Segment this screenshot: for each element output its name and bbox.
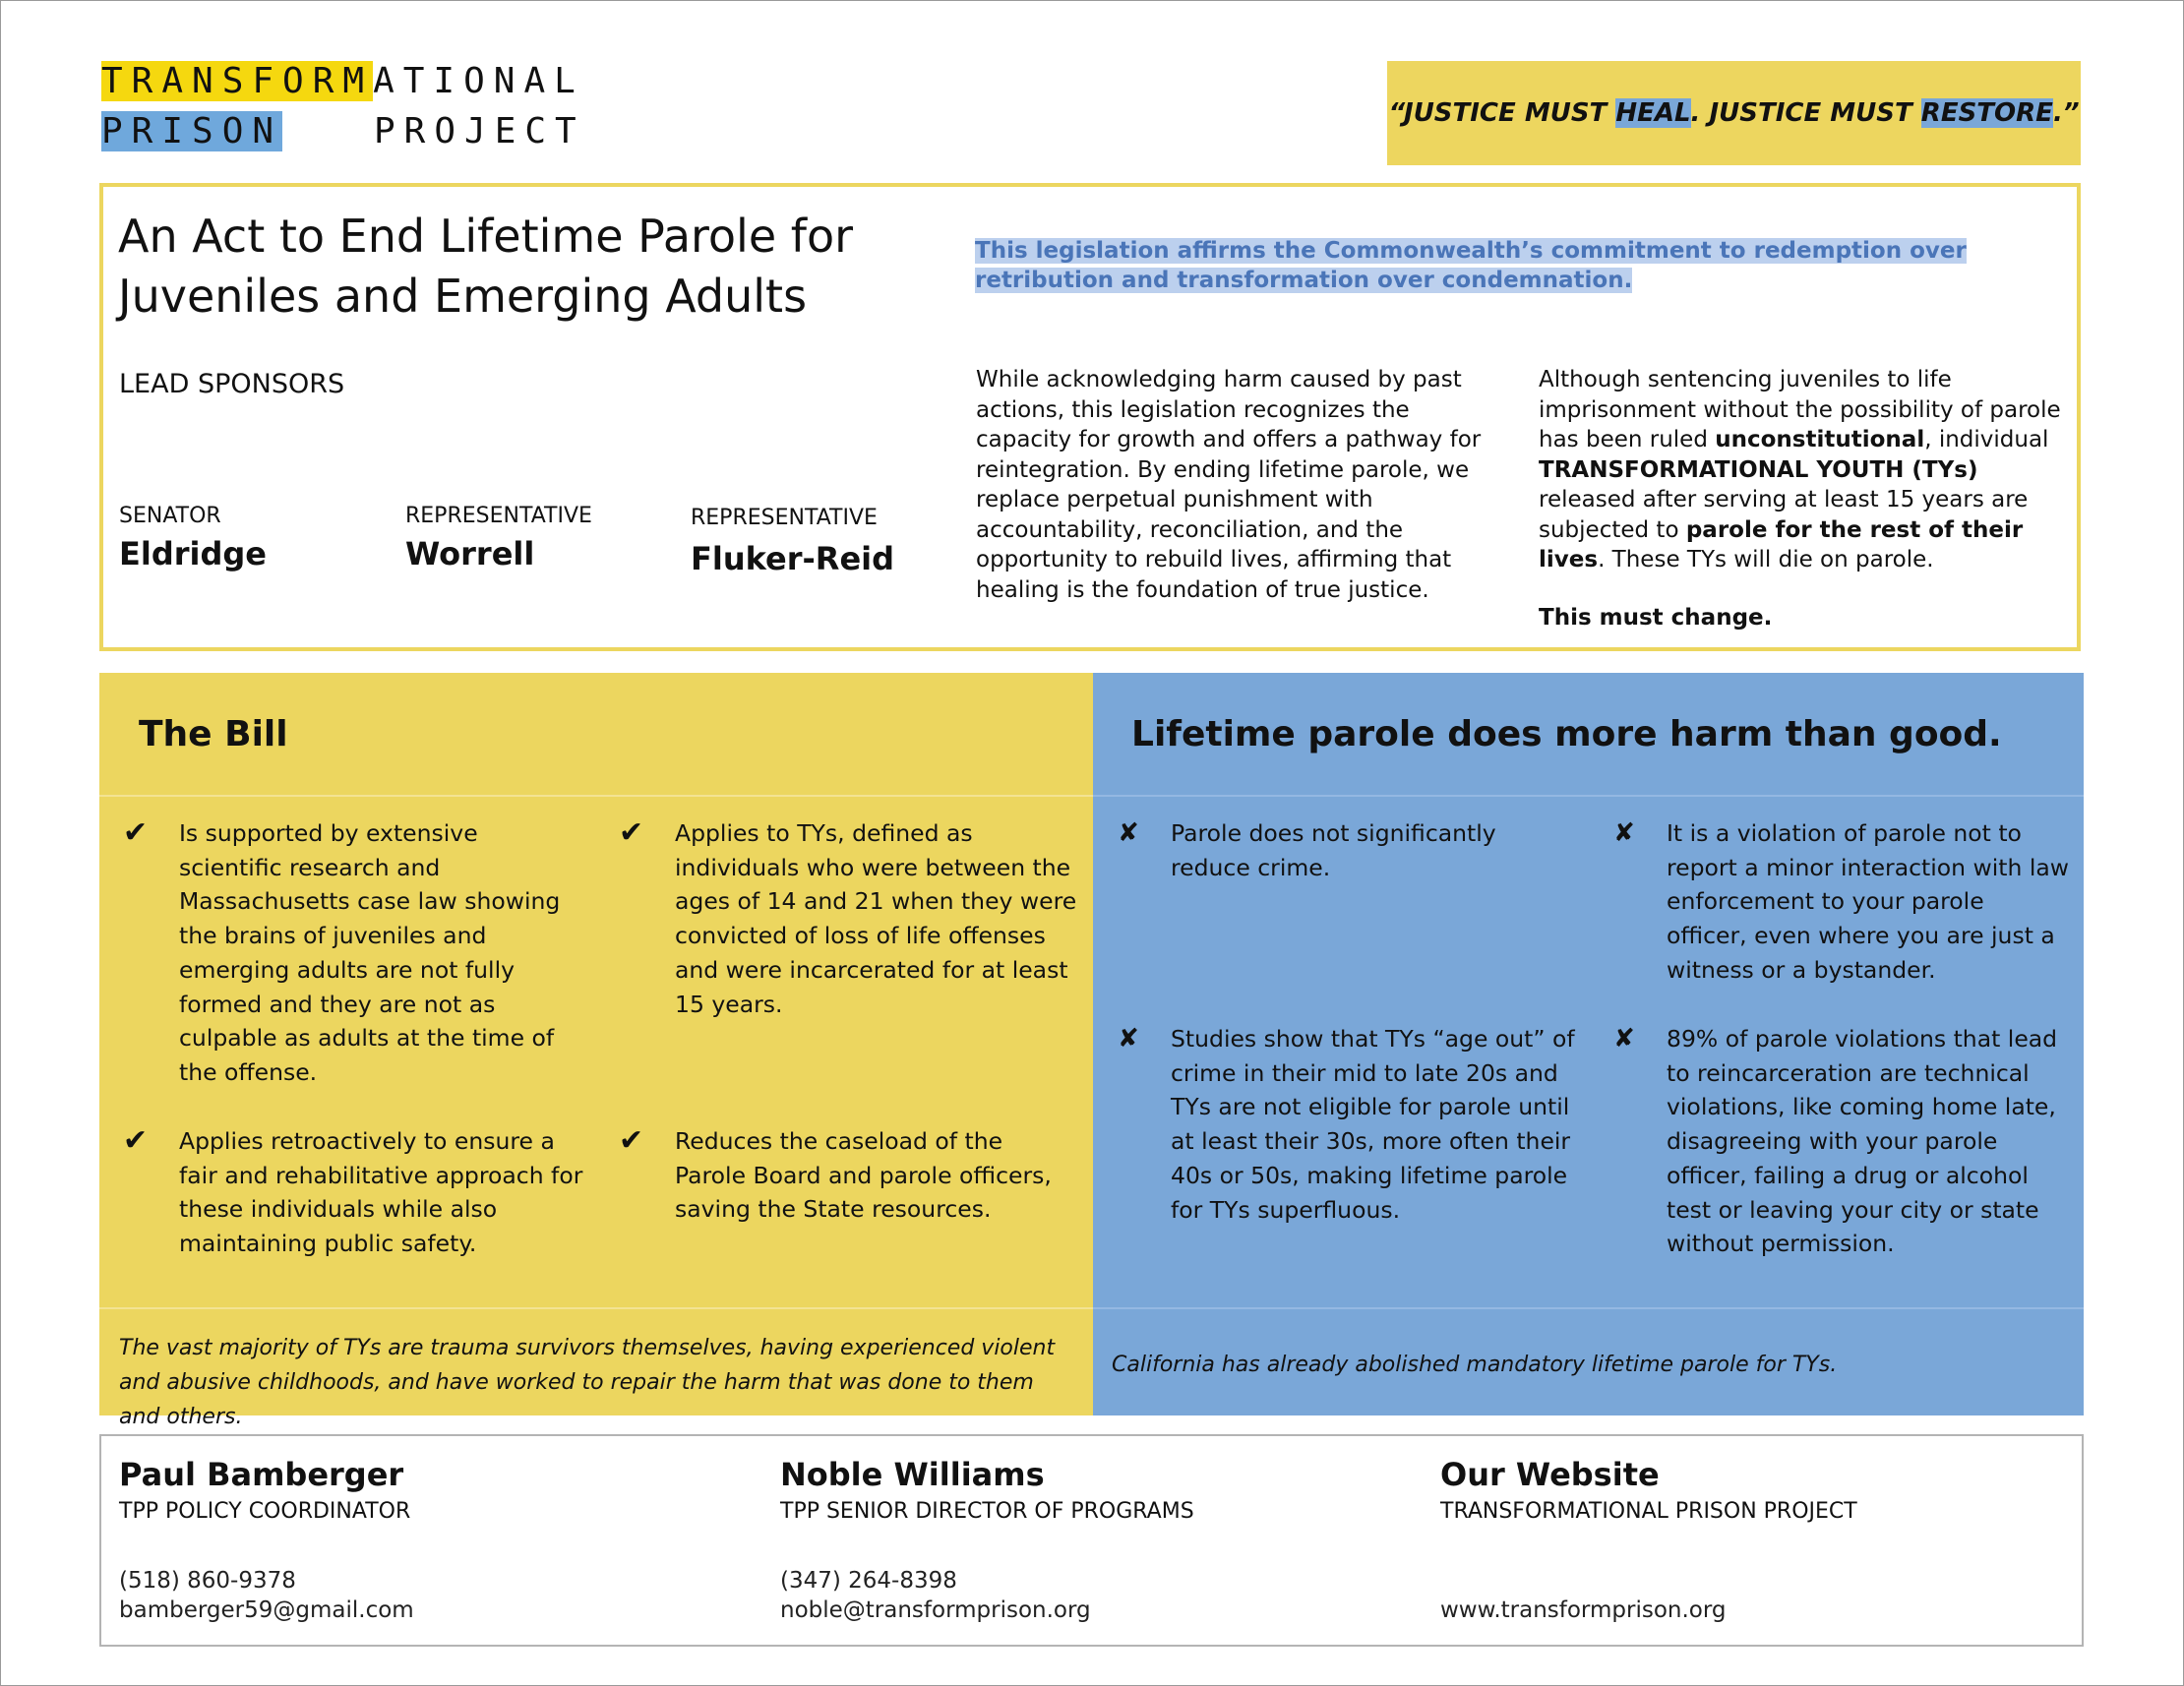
bill-item: Is supported by extensive scientific research and Massachusetts case law showing the brains of juveniles and emerging adults are not fully formed and they are not as culpable as adults at the time of the offense. (179, 819, 561, 1086)
intro-paragraph-1: While acknowledging harm caused by past actions, this legislation recognizes the capacity for growth and offers a pathway for reintegration. By ending lifetime parole, we replace perpetual punishment with accountability, reconciliation, and the opportunity to rebuild lives, affirming that healing is the foundation of true justice. (976, 367, 1482, 603)
quote-banner (1387, 61, 2081, 165)
contact-name: Paul Bamberger (119, 1456, 404, 1493)
contact-role: TPP POLICY COORDINATOR (119, 1499, 411, 1524)
contact-role: TPP SENIOR DIRECTOR OF PROGRAMS (780, 1499, 1194, 1524)
text: released after serving at least 15 years are subjected to (1539, 487, 2029, 543)
website-link[interactable]: www.transformprison.org (1440, 1597, 1727, 1623)
logo-highlight-prison: PRISON (101, 111, 283, 151)
bill-footnote: The vast majority of TYs are trauma survivors themselves, having experienced violent and abusive childhoods, and have worked to repair the harm that was done to them and others. (119, 1336, 1056, 1429)
logo-row-2 (101, 109, 282, 154)
cross-icon: ✘ (1118, 818, 1139, 848)
title-line-1: An Act to End Lifetime Parole for (118, 210, 854, 263)
sponsor-role: REPRESENTATIVE (691, 506, 878, 530)
logo-ational: ATIONAL (373, 61, 584, 101)
divider (1093, 795, 2084, 797)
cross-icon: ✘ (1613, 1024, 1635, 1054)
website-heading: Our Website (1440, 1456, 1660, 1493)
quote-part: “JUSTICE MUST (1388, 98, 1616, 128)
bill-heading: The Bill (139, 714, 288, 754)
contact-name: Noble Williams (780, 1456, 1045, 1493)
quote-text (1388, 98, 2079, 128)
divider (99, 1307, 1093, 1309)
text: . These TYs will die on parole. (1598, 547, 1934, 572)
quote-part: . JUSTICE MUST (1690, 98, 1921, 128)
title-line-2: Juveniles and Emerging Adults (118, 270, 808, 323)
check-icon: ✔ (123, 815, 149, 850)
contact-email[interactable]: bamberger59@gmail.com (119, 1597, 414, 1623)
lead-sponsors-label: LEAD SPONSORS (119, 369, 345, 399)
closing-statement: This must change. (1539, 605, 1773, 631)
bold-text: TRANSFORMATIONAL YOUTH (TYs) (1539, 456, 1978, 483)
harm-footnote: California has already abolished mandatory lifetime parole for TYs. (1112, 1353, 1838, 1377)
highlight-text: This legislation affirms the Commonwealth’s commitment to redemption over retribution and transformation over condemnation. (975, 238, 1967, 293)
sponsor-name: Worrell (405, 535, 535, 572)
cross-icon: ✘ (1613, 818, 1635, 848)
text: , individual (1924, 427, 2049, 452)
harm-item: 89% of parole violations that lead to reincarceration are technical violations, like coming home late, disagreeing with your parole officer, failing a drug or alcohol test or leaving your city or state without permission. (1667, 1025, 2058, 1258)
quote-restore: RESTORE (1920, 98, 2053, 128)
sponsor-role: SENATOR (119, 504, 221, 528)
highlight-statement (975, 236, 2047, 295)
divider (99, 795, 1093, 797)
harm-item: Studies show that TYs “age out” of crime in their mid to late 20s and TYs are not eligible for parole until at least their 30s, more often their 40s or 50s, making lifetime parole for TYs superfluous. (1171, 1025, 1575, 1224)
harm-item: Parole does not significantly reduce crime. (1171, 819, 1496, 881)
logo-row-1 (101, 59, 584, 104)
harm-item: It is a violation of parole not to report a minor interaction with law enforcement to your parole officer, even where you are just a witness or a bystander. (1667, 819, 2069, 984)
contact-phone[interactable]: (518) 860-9378 (119, 1568, 296, 1594)
harm-heading: Lifetime parole does more harm than good. (1131, 714, 2002, 754)
check-icon: ✔ (619, 1123, 644, 1158)
divider (1093, 1307, 2084, 1309)
sponsor-name: Fluker-Reid (691, 540, 895, 577)
intro-paragraph-2 (1539, 365, 2070, 575)
website-org: TRANSFORMATIONAL PRISON PROJECT (1440, 1499, 1857, 1524)
bill-item: Applies to TYs, defined as individuals who were between the ages of 14 and 21 when they were convicted of loss of life offenses and were incarcerated for at least 15 years. (675, 819, 1077, 1018)
sponsor-role: REPRESENTATIVE (405, 504, 592, 528)
check-icon: ✔ (619, 815, 644, 850)
logo-project: PROJECT (374, 111, 585, 151)
bold-text: parole for the rest of their lives (1539, 516, 2024, 572)
quote-part: .” (2052, 98, 2080, 128)
bill-title (118, 207, 853, 327)
bill-item: Reduces the caseload of the Parole Board and parole officers, saving the State resources. (675, 1127, 1052, 1224)
contact-email[interactable]: noble@transformprison.org (780, 1597, 1091, 1623)
cross-icon: ✘ (1118, 1024, 1139, 1054)
quote-heal: HEAL (1615, 98, 1691, 128)
check-icon: ✔ (123, 1123, 149, 1158)
bold-text: unconstitutional (1715, 427, 1925, 452)
sponsor-name: Eldridge (119, 535, 267, 572)
text: Although sentencing juveniles to life imprisonment without the possibility of parole has been ruled (1539, 367, 2061, 452)
logo-highlight-transform: TRANSFORM (101, 61, 374, 101)
contact-phone[interactable]: (347) 264-8398 (780, 1568, 957, 1594)
bill-item: Applies retroactively to ensure a fair and rehabilitative approach for these individuals while also maintaining public safety. (179, 1127, 583, 1258)
